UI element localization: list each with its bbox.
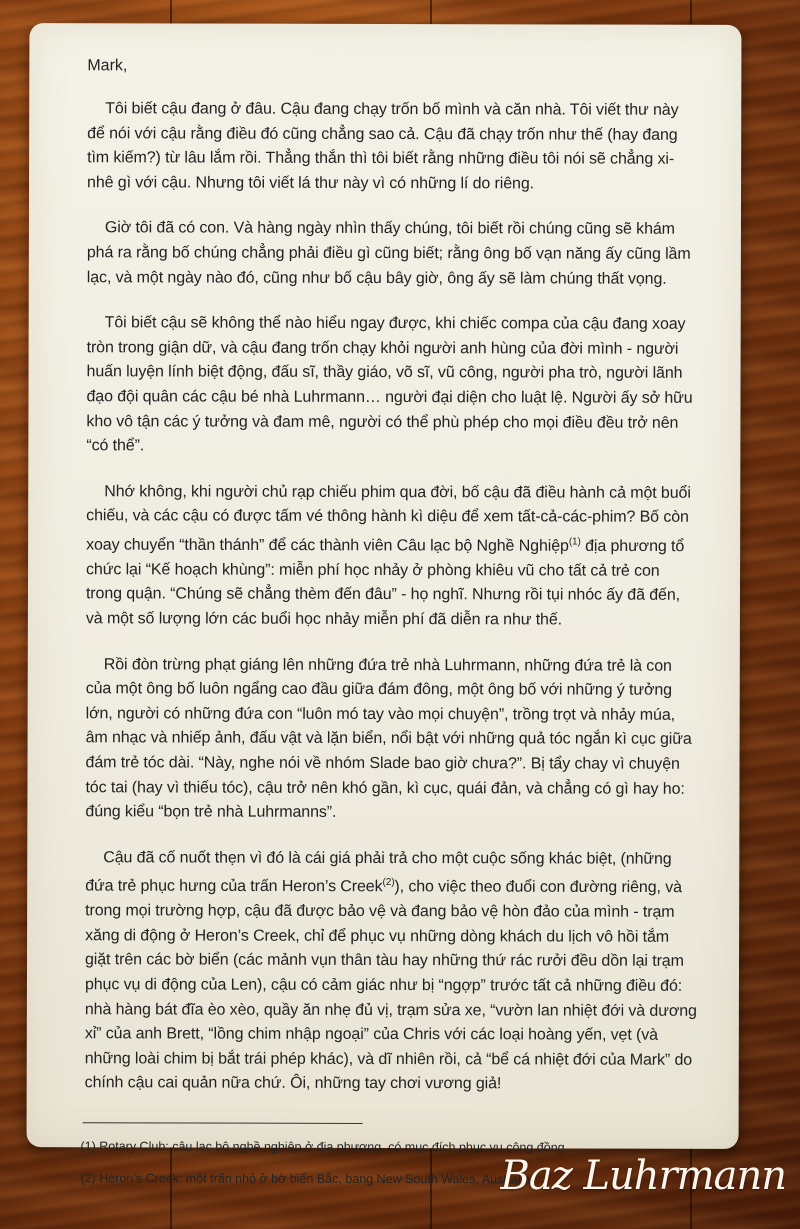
footnote-divider (83, 1122, 363, 1124)
footnote-marker: (2) (382, 877, 395, 889)
letter-paragraph (85, 846, 698, 1098)
paragraph-text: Cậu đã cố nuốt thẹn vì đó là cái giá phải trả cho một cuộc sống khác biệt, (những đứa trẻ phục hưng của trấn Heron’s Creek (85, 849, 672, 896)
footnote-marker: (1) (568, 536, 581, 548)
footnote: (1) Rotary Club: câu lạc bộ nghề nghiệp ở địa phương, có mục đích phục vụ cộng đồng. (80, 1139, 569, 1155)
paragraph-text: địa phương tổ chức lại “Kế hoạch khùng”: miễn phí học nhảy ở phòng khiêu vũ cho tất cả trẻ con trong quận. “Chúng sẽ chẳng thèm đến đâu” - họ nghĩ. Nhưng rồi tụi nhóc ấy đã đến, và một số lượng lớn các buổi học nhảy miễn phí đã diễn ra như thế. (85, 537, 685, 629)
author-signature: Baz Luhrmann (500, 1153, 786, 1199)
paragraph-text: Nhớ không, khi người chủ rạp chiếu phim qua đời, bố cậu đã điều hành cả một buổi chiếu, và các cậu có được tấm vé thông hành kì diệu để xem tất-cả-các-phim? Bố còn xoay chuyển “thần thánh” để các thành viên Câu lạc bộ Nghề Nghiệp (86, 482, 691, 555)
letter-greeting: Mark, (87, 57, 128, 75)
letter-paragraph: Tôi biết cậu đang ở đâu. Cậu đang chạy trốn bố mình và căn nhà. Tôi viết thư này để nói với cậu rằng điều đó cũng chẳng sao cả. Cậu đã chạy trốn như thế (hay đang tìm kiếm?) từ lâu lắm rồi. Thẳng thắn thì tôi biết rằng những điều tôi nói sẽ chẳng xi-nhê gì với cậu. Nhưng tôi viết lá thư này vì có những lí do riêng. (87, 100, 679, 193)
paragraph-text: ), cho việc theo đuổi con đường riêng, và trong mọi trường hợp, cậu đã được bảo vệ và đang bảo vệ hòn đảo của mình - trạm xăng di động ở Heron’s Creek, chỉ để phục vụ những dòng khách du lịch vô hồi tắm giặt trên các bờ biển (các mảnh vụn thân tàu hay những thứ rác rưởi đều dồn lại trạm phục vụ di động của Len), cậu có cảm giác như bị “ngợp” trước tất cả những điều đó: nhà hàng bát đĩa èo xèo, quầy ăn nhẹ đủ vị, trạm sửa xe, “vườn lan nhiệt đới và dương xỉ” của anh Brett, “lồng chim nhập ngoại” của Chris với các loại hoàng yến, vẹt (và những loài chim bị bắt trái phép khác), và dĩ nhiên rồi, cả “bể cá nhiệt đới của Mark” do chính cậu cai quản nữa chứ. Ôi, những tay chơi vương giả! (84, 878, 697, 1093)
letter-paragraph (86, 480, 698, 633)
letter-paragraph: Giờ tôi đã có con. Và hàng ngày nhìn thấy chúng, tôi biết rồi chúng cũng sẽ khám phá ra rằng bố chúng chẳng phải điều gì cũng biết; rằng ông bố vạn năng ấy cũng lầm lạc, và một ngày nào đó, cũng như bố cậu bây giờ, ông ấy sẽ làm chúng thất vọng. (86, 219, 691, 288)
letter-paragraph: Rồi đòn trừng phạt giáng lên những đứa trẻ nhà Luhrmann, những đứa trẻ là con của một ông bố luôn ngẩng cao đầu giữa đám đông, một ông bố với những ý tưởng lớn, người có những đứa con “luôn mó tay vào mọi chuyện”, trồng trọt và nhảy múa, âm nhạc và nhiếp ảnh, đấu vật và lặn biển, nổi bật với những quả tóc ngắn kì cục giữa đám trẻ tóc dài. “Này, nghe nói về nhóm Slade bao giờ chưa?”. Bị tẩy chay vì chuyện tóc tai (hay vì thiếu tóc), cậu trở nên khó gần, kì cục, quái đản, và chẳng có gì hay ho: đúng kiểu “bọn trẻ nhà Luhrmanns”. (85, 655, 692, 822)
footnote: (2) Heron’s Creek: một trấn nhỏ ở bờ biển Bắc, bang New South Wales, Australia. (80, 1171, 534, 1187)
letter-paragraph: Tôi biết cậu sẽ không thể nào hiểu ngay được, khi chiếc compa của cậu đang xoay tròn trong giận dữ, và cậu đang trốn chạy khỏi người anh hùng của đời mình - người huấn luyện lính biệt động, đấu sĩ, thầy giáo, võ sĩ, vũ công, người pha trò, người lãnh đạo đội quân các cậu bé nhà Luhrmann… người đại diện cho luật lệ. Người ấy sở hữu kho vô tận các ý tưởng và đam mê, người có thể phù phép cho mọi điều đều trở nên “có thể”. (86, 314, 693, 455)
